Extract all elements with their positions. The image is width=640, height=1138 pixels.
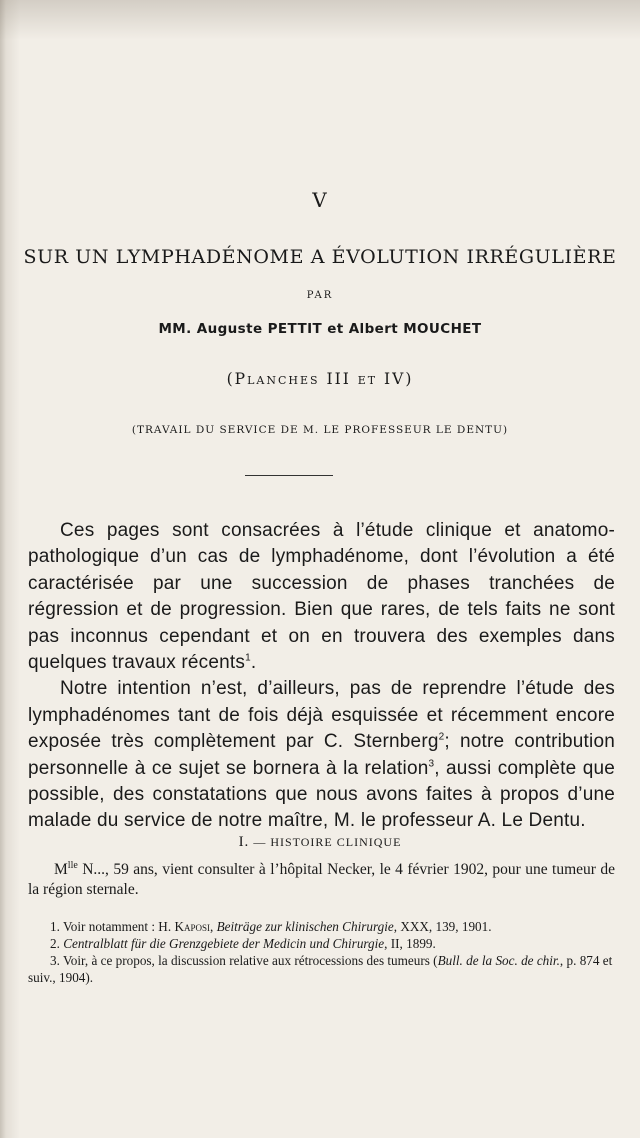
- case-description: [28, 860, 615, 900]
- case-prefix: M: [54, 861, 68, 878]
- footnote-1: [28, 918, 615, 935]
- work-note: (TRAVAIL DU SERVICE DE M. LE PROFESSEUR LE DENTU): [131, 424, 509, 436]
- footnotes: [28, 918, 615, 986]
- intro-paragraph-2-text-a: Notre intention n’est, d’ailleurs, pas de reprendre l’étude des lymphadénomes tant de fois déjà esquissée et récemment encore exposée très complètement par C. Sternberg: [28, 678, 615, 753]
- footnote-3-tail: , p. 874 et suiv., 1904).: [28, 953, 613, 985]
- plates-note: [0, 370, 640, 388]
- case-prefix-sup: lle: [67, 859, 78, 871]
- footnote-1-lead: Voir notamment : H.: [62, 919, 175, 934]
- section-heading: [0, 834, 640, 851]
- footnote-1-work: Beiträge zur klinischen Chirurgie: [216, 919, 394, 934]
- case-paragraph: [28, 860, 615, 900]
- footnote-3: [28, 952, 615, 986]
- authors: MM. Auguste PETTIT et Albert MOUCHET: [158, 321, 482, 337]
- footnote-1-num: 1.: [50, 919, 60, 934]
- footnote-2-work: Centralblatt für die Grenzgebiete der Medicin und Chirurgie: [63, 936, 385, 951]
- divider-rule: [245, 475, 333, 476]
- section-dash: —: [253, 835, 267, 849]
- footnote-3-work: Bull. de la Soc. de chir.: [437, 953, 560, 968]
- article-title: SUR UN LYMPHADÉNOME A ÉVOLUTION IRRÉGULIÈRE: [23, 246, 617, 268]
- intro-paragraph-2: [28, 676, 615, 834]
- intro-paragraph-2-text-c: , aussi complète que possible, des constatations que nous avons faites à propos d’une malade du service de notre maître, M. le professeur A. Le Dentu.: [28, 757, 615, 832]
- case-text: N..., 59 ans, vient consulter à l’hôpital Necker, le 4 février 1902, pour une tumeur de la région sternale.: [28, 861, 615, 898]
- intro-paragraph-1-text: Ces pages sont consacrées à l’étude clinique et anatomo-pathologique d’un cas de lymphadénome, dont l’évolution a été caractérisée par une succession de phases tranchées de régression et de progression. Bien que rares, de tels faits ne sont pas inconnus cependant et on en trouvera des exemples dans quelques travaux récents: [28, 520, 615, 674]
- footnote-3-lead: Voir, à ce propos, la discussion relative aux rétrocessions des tumeurs (: [62, 953, 438, 968]
- section-number: I.: [238, 834, 250, 850]
- plates-text: (Planches III et IV): [226, 370, 414, 388]
- footnote-1-author: Kaposi: [174, 919, 210, 934]
- footnote-ref-1[interactable]: 1: [245, 652, 251, 664]
- footnote-1-sep: ,: [209, 919, 217, 934]
- footnote-2-tail: , II, 1899.: [384, 936, 436, 951]
- footnote-2: [28, 935, 615, 952]
- footnote-ref-3[interactable]: 3: [428, 758, 435, 770]
- footnote-2-num: 2.: [50, 936, 60, 951]
- chapter-number: V: [312, 188, 328, 212]
- footnote-ref-2[interactable]: 2: [438, 731, 445, 743]
- footnote-3-num: 3.: [50, 953, 60, 968]
- byline-prefix: PAR: [306, 290, 334, 301]
- intro-paragraph-2-text-b: ; notre contribution personnelle à ce sujet se bornera à la relation: [28, 731, 615, 779]
- intro-text: [28, 518, 615, 835]
- section-title: HISTOIRE CLINIQUE: [270, 835, 402, 849]
- footnote-1-tail: , XXX, 139, 1901.: [393, 919, 492, 934]
- intro-paragraph-1: Ces pages sont consacrées à l’étude clinique et anatomo-pathologique d’un cas de lymphadénome, dont l’évolution a été caractérisée par une succession de phases tranchées de régression et de progression. Bien que rares, de tels faits ne sont pas inconnus cependant et on en trouvera des exemples dans quelques travaux récents$^1$.: [28, 520, 615, 674]
